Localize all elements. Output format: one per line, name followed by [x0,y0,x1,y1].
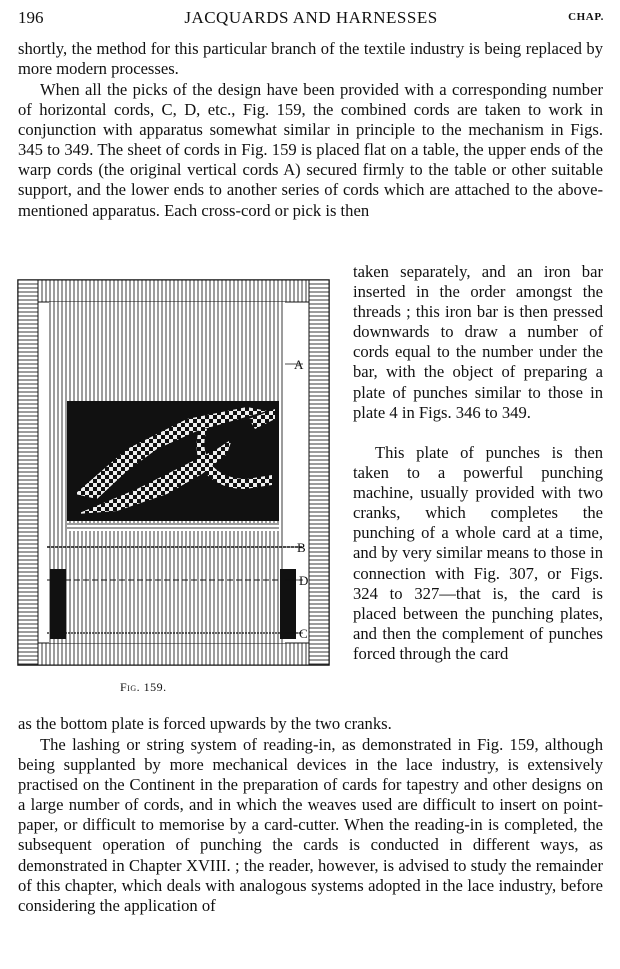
figure-caption: Fig. 159. [120,680,167,694]
running-title: JACQUARDS AND HARNESSES [184,8,438,27]
paragraph-4: The lashing or string system of reading-in, as demonstrated in Fig. 159, although being supplanted by more mechanical devices in the lace industry, is extensively practised on the Continent in the preparation of cards for tapestry and other designs on a large number of cords, and in which the weaves used are difficult to insert on point-paper, or difficult to memorise by a card-cutter. When the reading-in is completed, the subsequent operation of punching the cards is conducted in different ways, as demonstrated in Chapter XVIII. ; the reader, however, is advised to study the remainder of this chapter, which deals with analogous systems adopted in the lace industry, before considering the application of [18,735,603,915]
paragraph-2-wrap: taken separately, and an iron bar inserted in the order amongst the threads ; this iron bar is then pressed downwards to draw a number of cords equal to the number under the bar, with the object of preparing a plate of punches similar to those in plate 4 in Figs. 346 to 349. [353,262,603,422]
page-number: 196 [18,8,44,27]
label-c: C [299,626,308,641]
chapter-abbrev: CHAP. [568,11,604,23]
running-header [18,8,604,34]
paragraph-3-end: as the bottom plate is forced upwards by the two cranks. [18,714,392,733]
paragraph-2: When all the picks of the design have been provided with a corresponding number of horizontal cords, C, D, etc., Fig. 159, the combined cords are taken to work in conjunction with apparatus somewhat similar in principle to the mechanism in Figs. 345 to 349. The sheet of cords in Fig. 159 is placed flat on a table, the upper ends of the warp cords (the original vertical cords A) secured firmly to the table or other suitable support, and the lower ends to another series of cords which are attached to the above-mentioned apparatus. Each cross-cord or pick is then [18,80,603,220]
figure-159-illustration [17,279,330,666]
paragraph-1: shortly, the method for this particular branch of the textile industry is being replaced by more modern processes. [18,39,603,79]
label-d: D [299,573,309,588]
figure-159 [17,279,330,666]
label-b: B [297,540,306,555]
paragraph-3-wrap: This plate of punches is then taken to a powerful punching machine, usually provided with two cranks, which completes the punching of a whole card at a time, and by very similar means to those in connection with Fig. 307, or Figs. 324 to 327—that is, the card is placed between the punching plates, and then the complement of punches forced through the card [353,443,603,663]
label-a: A [294,357,304,372]
